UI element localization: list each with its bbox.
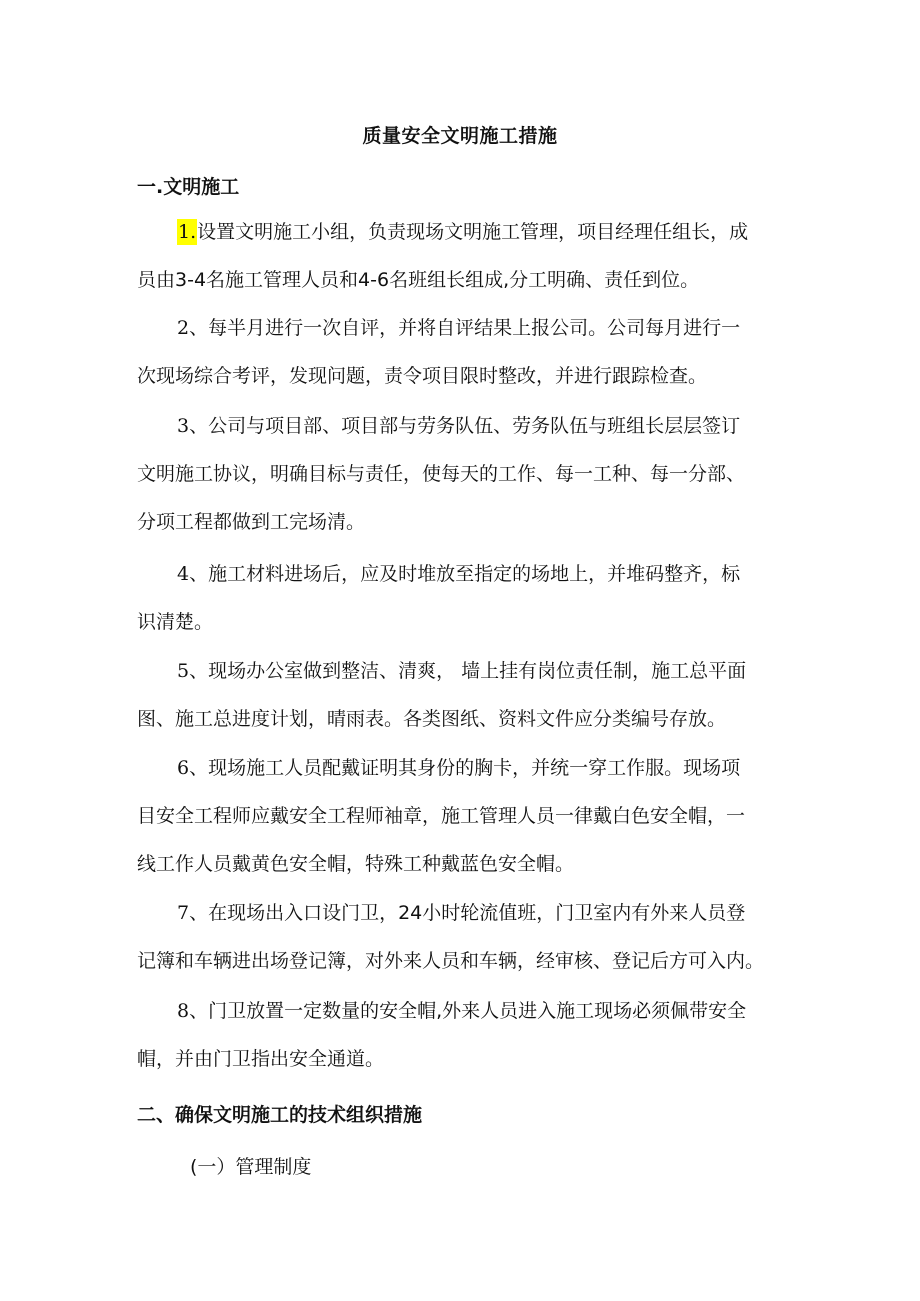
list-item-2 — [137, 304, 787, 400]
list-item-6-line-1: 6、现场施工人员配戴证明其身份的胸卡，并统一穿工作服。现场项 — [177, 757, 741, 779]
list-item-7 — [137, 889, 787, 985]
list-item-5-line-2: 图、施工总进度计划，晴雨表。各类图纸、资料文件应分类编号存放。 — [137, 708, 727, 730]
subsection-heading: (一）管理制度 — [190, 1156, 312, 1178]
list-item-6-line-3: 线工作人员戴黄色安全帽，特殊工种戴蓝色安全帽。 — [137, 853, 575, 875]
list-item-1 — [137, 208, 787, 304]
list-item-3-line-3: 分项工程都做到工完场清。 — [137, 511, 366, 533]
list-item-4-line-1: 4、施工材料进场后，应及时堆放至指定的场地上，并堆码整齐，标 — [177, 563, 741, 585]
list-item-6 — [137, 744, 787, 888]
list-item-8-line-2: 帽，并由门卫指出安全通道。 — [137, 1048, 385, 1070]
section-1-heading: 一.文明施工 — [137, 176, 240, 198]
list-item-3-line-2: 文明施工协议，明确目标与责任，使每天的工作、每一工种、每一分部、 — [137, 463, 746, 485]
list-item-8-line-1: 8、门卫放置一定数量的安全帽,外来人员进入施工现场必须佩带安全 — [177, 1000, 747, 1022]
list-item-4-line-2: 识清楚。 — [137, 611, 214, 633]
list-item-7-line-2: 记簿和车辆进出场登记簿，对外来人员和车辆，经审核、登记后方可入内。 — [137, 950, 765, 972]
list-item-1-line-1: 1.设置文明施工小组，负责现场文明施工管理，项目经理任组长，成 — [178, 221, 749, 243]
list-item-2-line-2: 次现场综合考评，发现问题，责令项目限时整改，并进行跟踪检查。 — [137, 365, 708, 387]
list-item-5 — [137, 647, 787, 743]
list-item-3 — [137, 402, 787, 546]
list-item-4 — [137, 550, 787, 646]
list-item-2-line-1: 2、每半月进行一次自评，并将自评结果上报公司。公司每月进行一 — [177, 317, 741, 339]
list-item-8 — [137, 987, 787, 1083]
section-2-heading: 二、确保文明施工的技术组织措施 — [137, 1104, 423, 1126]
list-item-7-line-1: 7、在现场出入口设门卫，24小时轮流值班，门卫室内有外来人员登 — [177, 902, 746, 924]
list-item-5-line-1: 5、现场办公室做到整洁、清爽， 墙上挂有岗位责任制，施工总平面 — [177, 660, 747, 682]
document-title: 质量安全文明施工措施 — [362, 125, 558, 147]
list-item-1-line-2: 员由3-4名施工管理人员和4-6名班组长组成,分工明确、责任到位。 — [137, 269, 700, 291]
item-number-highlight: 1. — [178, 221, 197, 243]
list-item-3-line-1: 3、公司与项目部、项目部与劳务队伍、劳务队伍与班组长层层签订 — [177, 415, 741, 437]
list-item-6-line-2: 目安全工程师应戴安全工程师袖章，施工管理人员一律戴白色安全帽，一 — [137, 805, 746, 827]
